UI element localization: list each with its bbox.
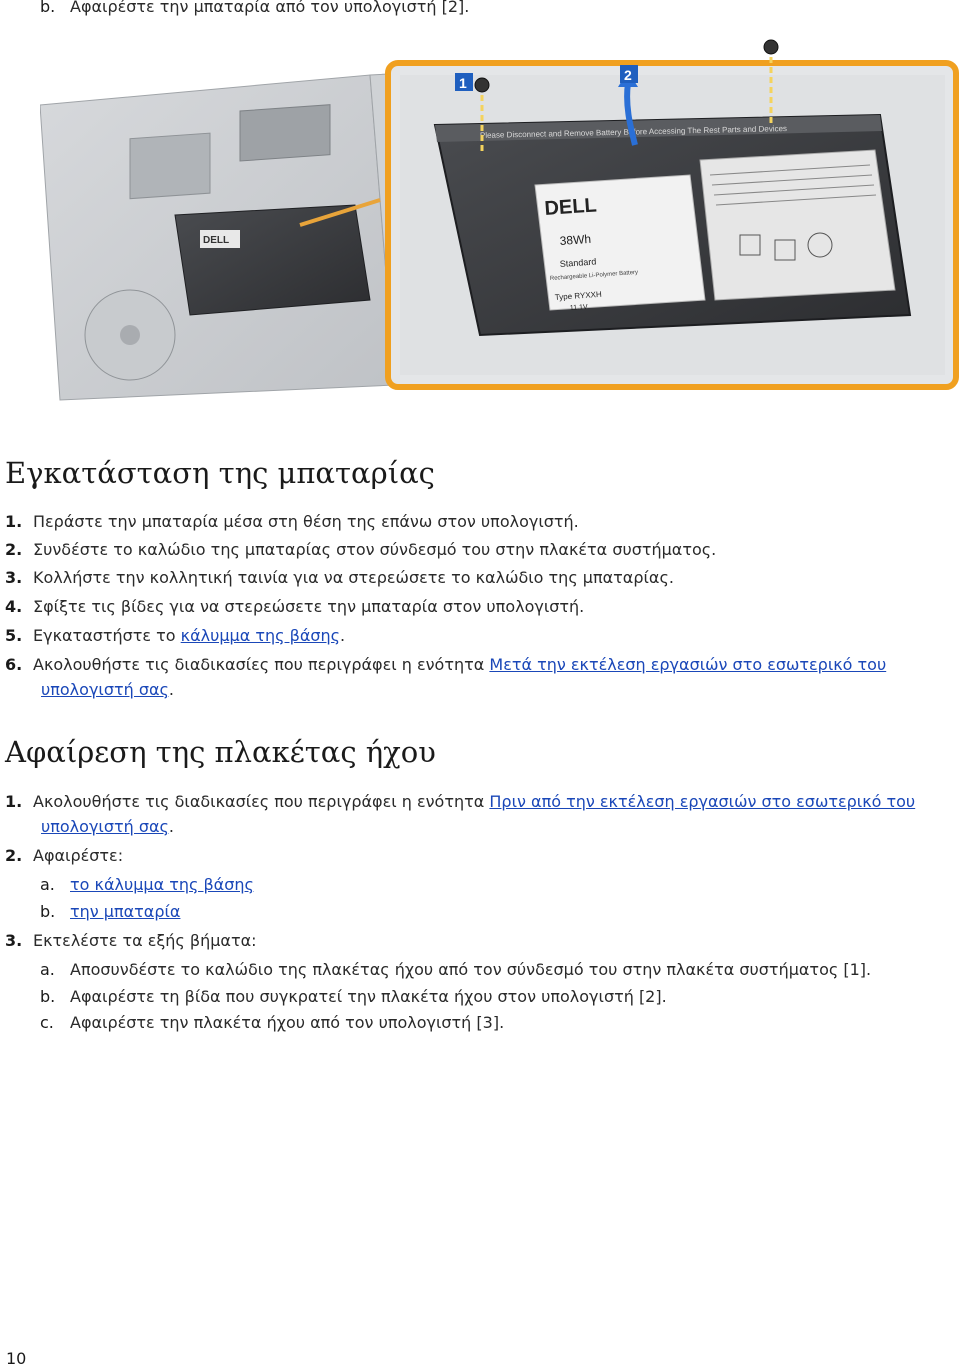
punctuation: .	[168, 817, 174, 836]
step-number: 4.	[5, 597, 23, 616]
section-title-install-battery: Εγκατάσταση της μπαταρίας	[5, 456, 435, 490]
step-remove-battery	[40, 0, 469, 17]
sub-list-item	[40, 1013, 504, 1033]
list-item	[5, 655, 886, 675]
link-base-cover[interactable]: κάλυμμα της βάσης	[180, 626, 341, 645]
page-number: 10	[6, 1349, 27, 1368]
list-item	[5, 568, 674, 588]
sub-marker: a.	[40, 875, 55, 894]
step-text: Ακολουθήστε τις διαδικασίες που περιγράφει η ενότητα	[33, 655, 490, 674]
sub-marker: b.	[40, 987, 56, 1006]
link-base-cover-2[interactable]: το κάλυμμα της βάσης	[70, 875, 254, 894]
step-text: Κολλήστε την κολλητική ταινία για να στερεώσετε το καλώδιο της μπαταρίας.	[33, 568, 674, 587]
list-item	[5, 540, 716, 560]
step-number: 1.	[5, 512, 23, 531]
sub-step-text: Αποσυνδέστε το καλώδιο της πλακέτας ήχου από τον σύνδεσμό του στην πλακέτα συστήματος [1].	[70, 960, 872, 979]
battery-removal-illustration	[40, 35, 960, 415]
list-item-continuation	[41, 680, 174, 700]
sub-list-item	[40, 987, 667, 1007]
punctuation: .	[168, 680, 174, 699]
list-item	[5, 626, 345, 646]
battery-overview	[175, 205, 370, 315]
sub-marker: c.	[40, 1013, 54, 1032]
chemistry-text: Rechargeable Li-Polymer Battery	[549, 269, 639, 282]
step-number: 3.	[5, 568, 23, 587]
type-text: Type RYXXH	[554, 289, 603, 302]
sub-marker: b.	[40, 902, 56, 921]
step-text: Συνδέστε το καλώδιο της μπαταρίας στον σύνδεσμό του στην πλακέτα συστήματος.	[33, 540, 717, 559]
step-number: 6.	[5, 655, 23, 674]
regulatory-label	[700, 150, 895, 300]
section-title-remove-audio-board: Αφαίρεση της πλακέτας ήχου	[5, 735, 436, 769]
callout-1: 1	[459, 75, 467, 91]
link-after-working-inside[interactable]: Μετά την εκτέλεση εργασιών στο εσωτερικό του	[489, 655, 887, 674]
detail-dell-logo: DELL	[543, 194, 598, 220]
link-before-working-inside[interactable]: Πριν από την εκτέλεση εργασιών στο εσωτερικό του	[489, 792, 916, 811]
step-marker: b.	[40, 0, 56, 16]
step-text: Εκτελέστε τα εξής βήματα:	[33, 931, 257, 950]
list-item	[5, 792, 915, 812]
step-text: Περάστε την μπαταρία μέσα στη θέση της επάνω στον υπολογιστή.	[33, 512, 579, 531]
sub-list-item	[40, 875, 254, 895]
link-battery[interactable]: την μπαταρία	[70, 902, 181, 921]
overview-dell-logo: DELL	[203, 235, 230, 246]
list-item	[5, 597, 584, 617]
step-number: 2.	[5, 540, 23, 559]
sub-list-item	[40, 960, 871, 980]
sub-list-item	[40, 902, 180, 922]
sub-step-text: Αφαιρέστε τη βίδα που συγκρατεί την πλακέτα ήχου στον υπολογιστή [2].	[70, 987, 667, 1006]
sub-step-text: Αφαιρέστε την πλακέτα ήχου από τον υπολογιστή [3].	[70, 1013, 505, 1032]
punctuation: .	[340, 626, 346, 645]
list-item	[5, 931, 257, 951]
step-number: 2.	[5, 846, 23, 865]
capacity-text: 38Wh	[559, 231, 592, 248]
list-item-continuation	[41, 817, 174, 837]
link-after-working-inside-cont[interactable]: υπολογιστή σας	[41, 680, 169, 699]
link-before-working-inside-cont[interactable]: υπολογιστή σας	[41, 817, 169, 836]
list-item	[5, 512, 579, 532]
step-number: 3.	[5, 931, 23, 950]
standard-text: Standard	[559, 256, 597, 269]
voltage-text: 11.1V	[569, 303, 588, 312]
list-item	[5, 846, 123, 866]
step-text: Σφίξτε τις βίδες για να στερεώσετε την μπαταρία στον υπολογιστή.	[33, 597, 585, 616]
step-text: Ακολουθήστε τις διαδικασίες που περιγράφει η ενότητα	[33, 792, 490, 811]
callout-2: 2	[624, 67, 632, 83]
battery-warning-strip: Please Disconnect and Remove Battery Before Accessing The Rest Parts and Devices	[479, 124, 788, 140]
step-text: Αφαιρέστε την μπαταρία από τον υπολογιστή [2].	[70, 0, 470, 16]
sub-marker: a.	[40, 960, 55, 979]
step-number: 1.	[5, 792, 23, 811]
step-text: Αφαιρέστε:	[33, 846, 124, 865]
step-number: 5.	[5, 626, 23, 645]
step-text: Εγκαταστήστε το	[33, 626, 181, 645]
